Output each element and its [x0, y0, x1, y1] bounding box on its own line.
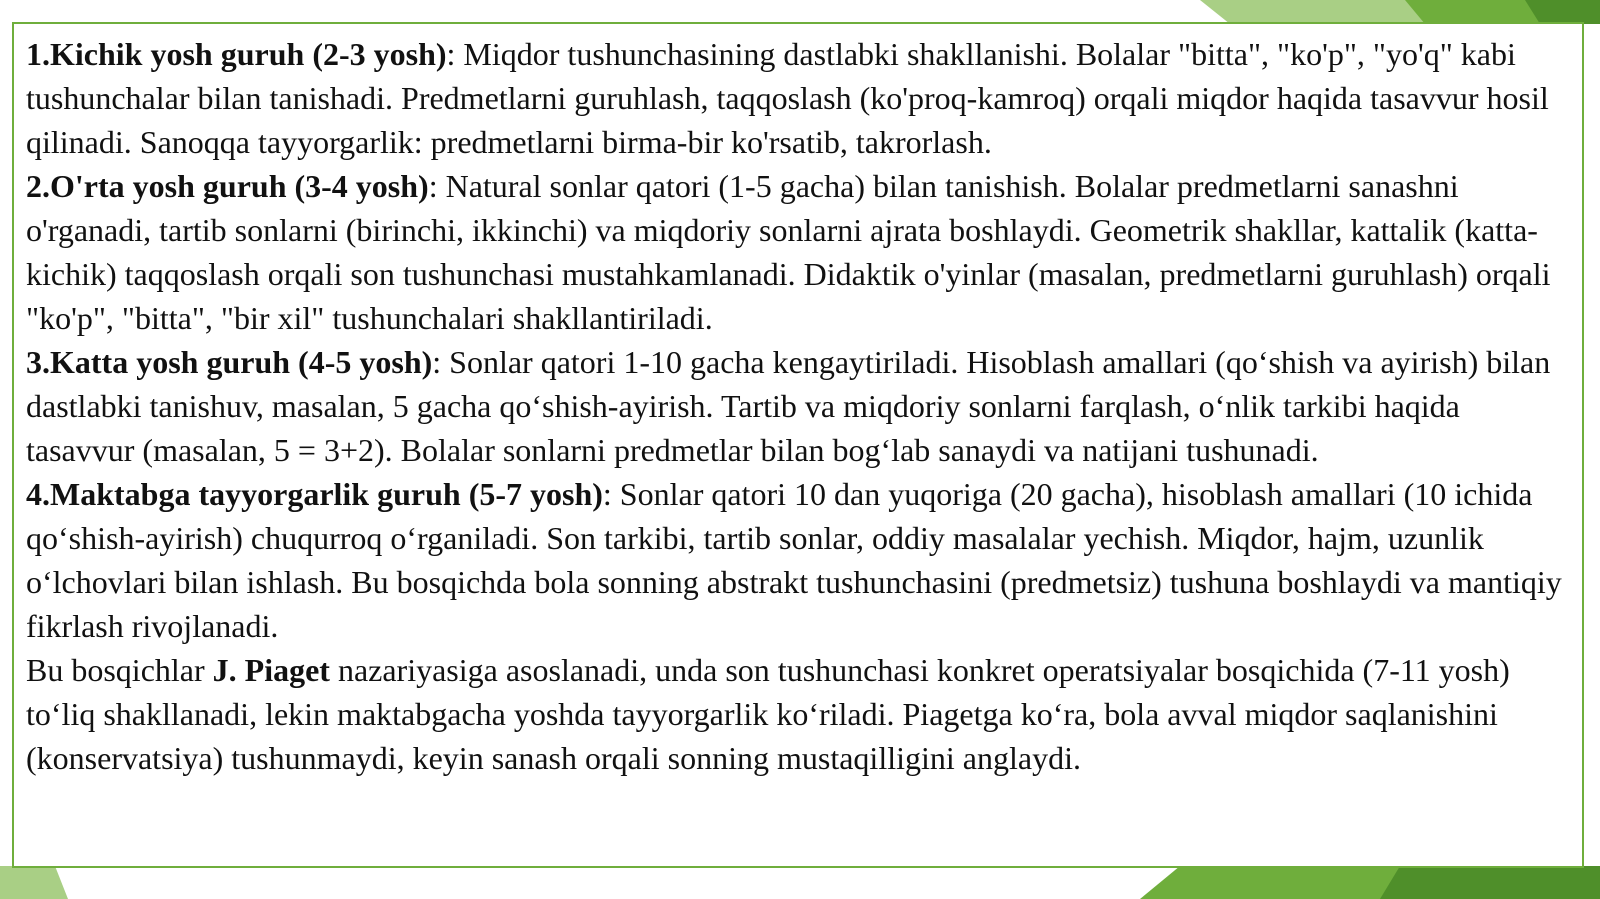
paragraph-2	[26, 164, 1572, 340]
paragraph-text: : Sonlar qatori 1-10 gacha kengaytiriladi. Hisoblash amallari (qoʻshish va ayirish) bilan dastlabki tanishuv, masalan, 5 gacha qoʻshish-ayirish. Tartib va miqdoriy sonlarni farqlash, oʻnlik tarkibi haqida tasavvur (masalan, 5 = 3+2). Bolalar sonlarni predmetlar bilan bogʻlab sanaydi va natijani tushunadi.	[26, 344, 1551, 468]
paragraph-4	[26, 472, 1572, 648]
paragraph-heading: 3.Katta yosh guruh (4-5 yosh)	[26, 344, 433, 380]
paragraph-text: : Natural sonlar qatori (1-5 gacha) bilan tanishish. Bolalar predmetlarni sanashni o'rganadi, tartib sonlarni (birinchi, ikkinchi) va miqdoriy sonlarni ajrata boshlaydi. Geometrik shakllar, kattalik (katta-kichik) taqqoslash orqali son tushunchasi mustahkamlanadi. Didaktik o'yinlar (masalan, predmetlarni guruhlash) orqali "ko'p", "bitta", "bir xil" tushunchalari shakllantiriladi.	[26, 168, 1551, 336]
conclusion-text-before: Bu bosqichlar	[26, 652, 213, 688]
conclusion-text-after: nazariyasiga asoslanadi, unda son tushunchasi konkret operatsiyalar bosqichida (7-11 yosh) toʻliq shakllanadi, lekin maktabgacha yoshda tayyorgarlik koʻriladi. Piagetga koʻra, bola avval miqdor saqlanishini (konservatsiya) tushunmaydi, keyin sanash orqali sonning mustaqilligini anglaydi.	[26, 652, 1510, 776]
content-box	[12, 22, 1584, 868]
paragraph-3	[26, 340, 1572, 472]
bottom-left-green-shape	[0, 866, 80, 899]
bottom-right-green-shape	[1140, 866, 1600, 899]
paragraph-text: : Miqdor tushunchasining dastlabki shakllanishi. Bolalar "bitta", "ko'p", "yo'q" kabi tushunchalar bilan tanishadi. Predmetlarni guruhlash, taqqoslash (ko'proq-kamroq) orqali miqdor haqida tasavvur hosil qilinadi. Sanoqqa tayyorgarlik: predmetlarni birma-bir ko'rsatib, takrorlash.	[26, 36, 1549, 160]
paragraph-heading: 4.Maktabga tayyorgarlik guruh (5-7 yosh)	[26, 476, 603, 512]
paragraph-heading: 1.Kichik yosh guruh (2-3 yosh)	[26, 36, 447, 72]
piaget-name: J. Piaget	[212, 652, 330, 688]
paragraph-1	[26, 32, 1572, 164]
paragraph-text: : Sonlar qatori 10 dan yuqoriga (20 gacha), hisoblash amallari (10 ichida qoʻshish-ayirish) chuqurroq oʻrganiladi. Son tarkibi, tartib sonlar, oddiy masalalar yechish. Miqdor, hajm, uzunlik oʻlchovlari bilan ishlash. Bu bosqichda bola sonning abstrakt tushunchasini (predmetsiz) tushuna boshlaydi va mantiqiy fikrlash rivojlanadi.	[26, 476, 1562, 644]
conclusion-paragraph	[26, 648, 1572, 780]
top-right-green-shape	[1190, 0, 1600, 24]
paragraph-heading: 2.O'rta yosh guruh (3-4 yosh)	[26, 168, 429, 204]
